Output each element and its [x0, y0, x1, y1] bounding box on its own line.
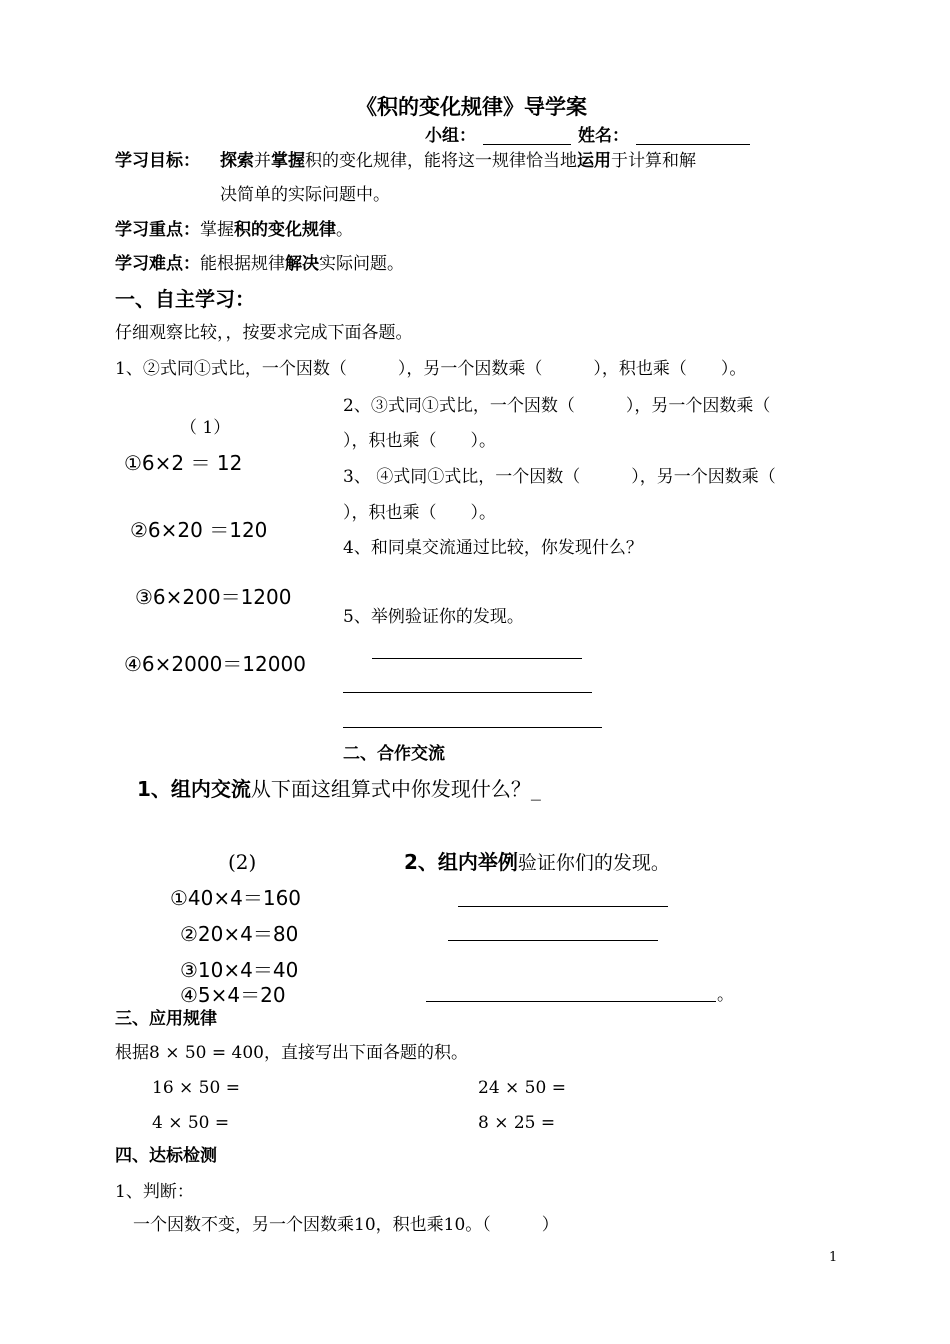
group-label: 小组： [425, 126, 476, 146]
page-title: 《积的变化规律》导学案 [356, 95, 587, 119]
section4-heading: 四、达标检测 [115, 1146, 217, 1166]
answer-line-3[interactable] [343, 727, 602, 728]
section2-q1: 1、组内交流从下面这组算式中你发现什么？_ [137, 777, 541, 801]
name-blank[interactable] [636, 144, 750, 145]
section1-q4: 4、和同桌交流通过比较，你发现什么？ [343, 538, 643, 558]
answer-line-2[interactable] [343, 692, 592, 693]
equation-2-1: ①40×4＝160 [170, 886, 302, 910]
problem-3: 4 × 50 = [152, 1113, 230, 1133]
problem-4: 8 × 25 = [478, 1113, 556, 1133]
answer-line-1[interactable] [372, 658, 582, 659]
difficulty: 学习难点：能根据规律解决实际问题。 [115, 254, 404, 274]
equation-2-4: ④5×4＝20 [180, 983, 286, 1007]
section1-q5: 5、举例验证你的发现。 [343, 607, 524, 627]
section1-q2-line1: 2、③式同①式比，一个因数（ ），另一个因数乘（ [343, 396, 771, 416]
section4-item: 一个因数不变，另一个因数乘10，积也乘10。（ ） [133, 1215, 559, 1235]
section1-q2-line2: ），积也乘（ ）。 [343, 431, 496, 451]
section1-intro: 仔细观察比较，，按要求完成下面各题。 [115, 323, 413, 343]
section3-intro: 根据8 × 50 = 400，直接写出下面各题的积。 [115, 1043, 468, 1063]
problem-2: 24 × 50 = [478, 1078, 566, 1098]
section3-heading: 三、应用规律 [115, 1009, 217, 1029]
objectives-label: 学习目标： [115, 151, 200, 171]
name-label: 姓名： [578, 126, 629, 146]
equation-2-2: ②20×4＝80 [180, 922, 299, 946]
section1-group-label: （ 1） [180, 418, 231, 438]
answer-line-5[interactable] [448, 940, 658, 941]
objectives-line1: 探索并掌握积的变化规律，能将这一规律恰当地运用于计算和解 [220, 151, 696, 171]
equation-1-4: ④6×2000＝12000 [124, 652, 306, 676]
section2-group-label: (2) [228, 850, 257, 874]
section1-q3-line2: ），积也乘（ ）。 [343, 503, 496, 523]
objectives-line2: 决简单的实际问题中。 [220, 185, 390, 205]
equation-1-3: ③6×200＝1200 [135, 585, 292, 609]
section2-q2: 2、组内举例验证你们的发现。 [404, 850, 670, 874]
answer-line-4[interactable] [458, 906, 668, 907]
equation-1-1: ①6×2 ＝ 12 [124, 451, 243, 475]
section1-heading: 一、自主学习： [115, 287, 255, 311]
problem-1: 16 × 50 = [152, 1078, 240, 1098]
key-point: 学习重点：掌握积的变化规律。 [115, 220, 353, 240]
equation-2-3: ③10×4＝40 [180, 958, 299, 982]
section1-q1: 1、②式同①式比，一个因数（ ），另一个因数乘（ ），积也乘（ ）。 [115, 359, 747, 379]
page-number: 1 [829, 1250, 838, 1265]
answer-line-6[interactable] [426, 1001, 716, 1002]
section1-q3-line1: 3、 ④式同①式比，一个因数（ ），另一个因数乘（ [343, 467, 776, 487]
section4-sub: 1、判断： [115, 1182, 194, 1202]
section2-heading: 二、合作交流 [343, 744, 445, 764]
equation-1-2: ②6×20 ＝120 [130, 518, 268, 542]
end-period: 。 [717, 985, 734, 1005]
group-blank[interactable] [483, 144, 571, 145]
